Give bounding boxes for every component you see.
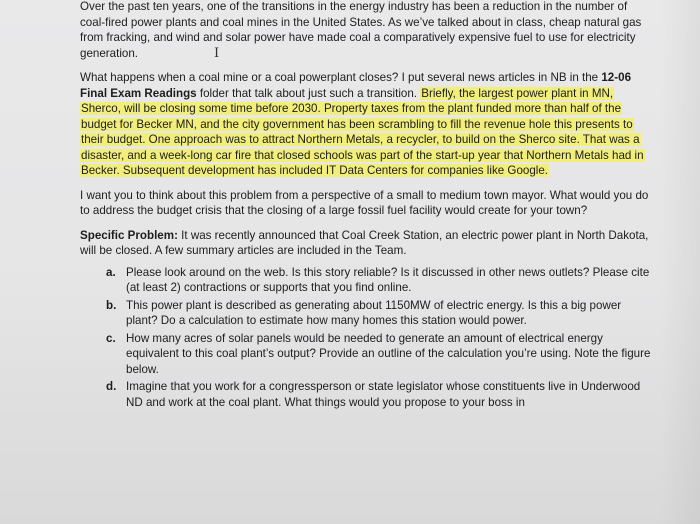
- list-item: [80, 331, 655, 378]
- list-item-text: Please look around on the web. Is this story reliable? Is it discussed in other news outlets? Please cite (at least 2) contractions or supports that you find online.: [126, 265, 650, 294]
- list-item: [80, 379, 655, 410]
- list-item-marker: a.: [106, 265, 116, 279]
- paragraph-closure-text-b: folder that talk about just such a transition.: [196, 86, 421, 100]
- paragraph-closure-text-a: What happens when a coal mine or a coal powerplant closes? I put several news articles in NB in the: [80, 71, 602, 84]
- document-body: [80, 0, 655, 412]
- list-item: [80, 265, 655, 296]
- paragraph-mayor-prompt: I want you to think about this problem from a perspective of a small to medium town mayor. What would you do to address the budget crisis that the closing of a large fossil fuel facility would create for your town?: [80, 188, 649, 217]
- paragraph-specific-problem: [80, 228, 655, 259]
- readings-folder-name: 12-06 Final Exam Readings: [80, 71, 632, 100]
- list-item-marker: b.: [106, 298, 117, 312]
- paragraph-intro-text: Over the past ten years, one of the transitions in the energy industry has been a reduction in the number of coal-fired power plants and coal mines in the United States. As we’ve talked about in class, cheap natural gas from fracking, and wind and solar power have made coal a comparatively expensive fuel to use for electricity generation.: [80, 0, 642, 60]
- page-shadow: [660, 0, 700, 524]
- list-item: [80, 298, 655, 329]
- paragraph-closure: [80, 70, 655, 179]
- list-item-text: Imagine that you work for a congressperson or state legislator whose constituents live in Underwood ND and work at the coal plant. What things would you propose to your boss in: [126, 380, 641, 409]
- list-item-marker: c.: [106, 331, 116, 345]
- list-item-marker: d.: [106, 380, 117, 393]
- specific-problem-label: Specific Problem:: [80, 228, 178, 242]
- paragraph-intro: [80, 0, 655, 61]
- specific-problem-text: It was recently announced that Coal Creek Station, an electric power plant in North Dakota, will be closed. A few summary articles are included in the Team.: [80, 228, 649, 257]
- list-item-text: How many acres of solar panels would be needed to generate an amount of electrical energy equivalent to this coal plant’s output? Provide an outline of the calculation you’re using. Note the figure below.: [126, 331, 651, 376]
- text-cursor-icon: I: [214, 45, 220, 61]
- highlighted-passage: Briefly, the largest power plant in MN, Sherco, will be closing some time before 2030. Property taxes from the plant funded more than half of the budget for Becker MN, and the city government has been scrambling to fill the revenue hole this presents to their budget. One approach was to attract Northern Metals, a recycler, to build on the Sherco site. That was a disaster, and a week-long car fire that closed schools was part of the start-up year that Northern Metals had in Becker. Subsequent development has included IT Data Centers for companies like Google.: [81, 86, 644, 177]
- question-list: [80, 265, 655, 411]
- list-item-text: This power plant is described as generating about 1150MW of electric energy. Is this a big power plant? Do a calculation to estimate how many homes this station would power.: [126, 298, 622, 327]
